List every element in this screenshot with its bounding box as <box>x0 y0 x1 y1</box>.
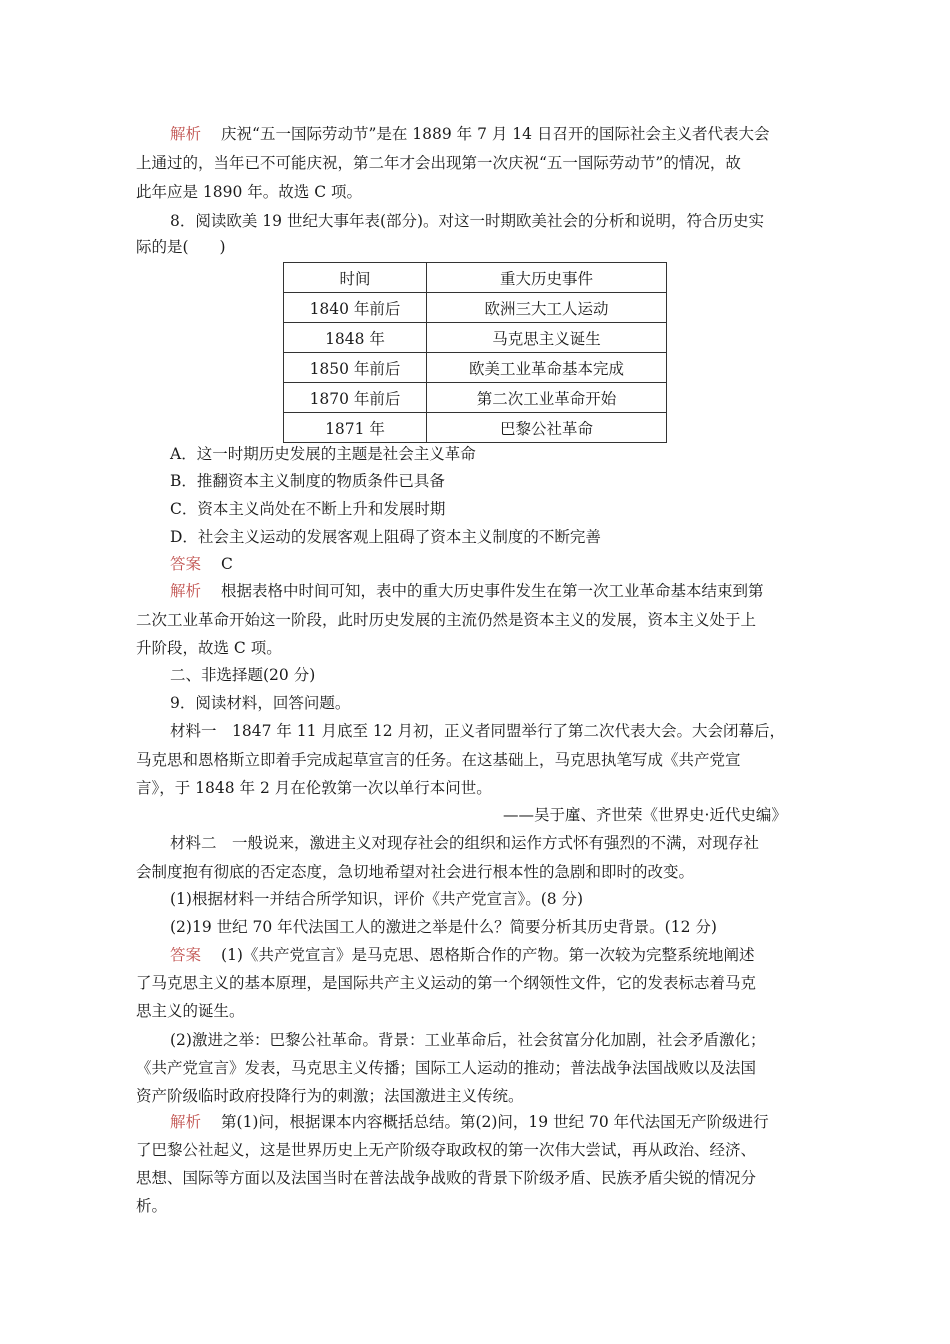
q8-stem-line-1: 8．阅读欧美 19 世纪大事年表(部分)。对这一时期欧美社会的分析和说明，符合历史实 <box>170 212 765 230</box>
table-header-event: 重大历史事件 <box>427 263 667 293</box>
q8-option-a: A．这一时期历史发展的主题是社会主义革命 <box>170 445 476 463</box>
q9-answer-line-2: 了马克思主义的基本原理，是国际共产主义运动的第一个纲领性文件，它的发表标志着马克 <box>136 974 757 992</box>
analysis-label: 解析 <box>170 1113 202 1131</box>
q8-analysis-line-1 <box>170 581 764 601</box>
q9-material-1-source: ——吴于廑、齐世荣《世界史·近代史编》 <box>503 806 787 824</box>
q7-analysis-line-3: 此年应是 1890 年。故选 C 项。 <box>136 183 363 201</box>
q9-analysis-line-1 <box>170 1112 769 1132</box>
q9-answer-text-1: (1)《共产党宣言》是马克思、恩格斯合作的产物。第一次较为完整系统地阐述 <box>221 946 755 964</box>
q8-option-c: C．资本主义尚处在不断上升和发展时期 <box>170 500 446 518</box>
q9-answer-line-5: 《共产党宣言》发表，马克思主义传播；国际工人运动的推动；普法战争法国战败以及法国 <box>136 1059 757 1077</box>
table-cell-event: 第二次工业革命开始 <box>427 383 667 413</box>
answer-label: 答案 <box>170 555 202 573</box>
analysis-label: 解析 <box>170 582 202 600</box>
table-row <box>284 413 667 443</box>
table-cell-time: 1871 年 <box>284 413 427 443</box>
table-header-time: 时间 <box>284 263 427 293</box>
q9-material-1-line-2: 马克思和恩格斯立即着手完成起草宣言的任务。在这基础上，马克思执笔写成《共产党宣 <box>136 751 741 769</box>
q8-stem-line-2: 际的是( ) <box>136 238 226 256</box>
q9-analysis-line-3: 思想、国际等方面以及法国当时在普法战争战败的背景下阶级矛盾、民族矛盾尖锐的情况分 <box>136 1169 757 1187</box>
q9-material-2-line-2: 会制度抱有彻底的否定态度，急切地希望对社会进行根本性的急剧和即时的改变。 <box>136 863 695 881</box>
q9-analysis-line-4: 析。 <box>136 1197 168 1215</box>
q9-material-1-line-1: 材料一 1847 年 11 月底至 12 月初，正义者同盟举行了第二次代表大会。大会闭幕后， <box>170 722 786 740</box>
table-row <box>284 383 667 413</box>
q9-subquestion-1: (1)根据材料一并结合所学知识，评价《共产党宣言》。(8 分) <box>170 890 584 908</box>
table-header-row <box>284 263 667 293</box>
events-table <box>283 262 667 443</box>
q8-option-b: B．推翻资本主义制度的物质条件已具备 <box>170 472 445 490</box>
q9-material-2-line-1: 材料二 一般说来，激进主义对现存社会的组织和运作方式怀有强烈的不满，对现存社 <box>170 834 760 852</box>
table-cell-event: 欧洲三大工人运动 <box>427 293 667 323</box>
q8-analysis-line-3: 升阶段，故选 C 项。 <box>136 639 282 657</box>
q9-subquestion-2: (2)19 世纪 70 年代法国工人的激进之举是什么？简要分析其历史背景。(12 分) <box>170 918 717 936</box>
table-row <box>284 293 667 323</box>
q9-answer-line-3: 思主义的诞生。 <box>136 1002 245 1020</box>
q8-analysis-line-2: 二次工业革命开始这一阶段，此时历史发展的主流仍然是资本主义的发展，资本主义处于上 <box>136 611 757 629</box>
table-cell-time: 1840 年前后 <box>284 293 427 323</box>
table-cell-time: 1848 年 <box>284 323 427 353</box>
q9-material-1-line-3: 言》，于 1848 年 2 月在伦敦第一次以单行本问世。 <box>136 779 492 797</box>
q8-answer-value: C <box>221 555 233 573</box>
section-title: 二、非选择题(20 分) <box>170 666 316 684</box>
q8-answer-line <box>170 554 233 574</box>
q7-analysis-text-1: 庆祝“五一国际劳动节”是在 1889 年 7 月 14 日召开的国际社会主义者代表大会 <box>221 125 770 143</box>
q9-answer-line-4: (2)激进之举：巴黎公社革命。背景：工业革命后，社会贫富分化加剧，社会矛盾激化； <box>170 1031 766 1049</box>
answer-label: 答案 <box>170 946 202 964</box>
q9-answer-line-6: 资产阶级临时政府投降行为的刺激；法国激进主义传统。 <box>136 1087 524 1105</box>
q9-analysis-text-1: 第(1)问，根据课本内容概括总结。第(2)问，19 世纪 70 年代法国无产阶级进行 <box>221 1113 769 1131</box>
analysis-label: 解析 <box>170 125 202 143</box>
q9-analysis-line-2: 了巴黎公社起义，这是世界历史上无产阶级夺取政权的第一次伟大尝试，再从政治、经济、 <box>136 1141 757 1159</box>
table-cell-event: 巴黎公社革命 <box>427 413 667 443</box>
q7-analysis-line-1 <box>170 124 769 144</box>
table-row <box>284 353 667 383</box>
q8-analysis-text-1: 根据表格中时间可知，表中的重大历史事件发生在第一次工业革命基本结束到第 <box>221 582 764 600</box>
q9-stem: 9．阅读材料，回答问题。 <box>170 694 351 712</box>
table-cell-time: 1870 年前后 <box>284 383 427 413</box>
q8-option-d: D．社会主义运动的发展客观上阻碍了资本主义制度的不断完善 <box>170 528 601 546</box>
q7-analysis-line-2: 上通过的，当年已不可能庆祝，第二年才会出现第一次庆祝“五一国际劳动节”的情况，故 <box>136 154 741 172</box>
table-cell-event: 欧美工业革命基本完成 <box>427 353 667 383</box>
table-row <box>284 323 667 353</box>
table-cell-event: 马克思主义诞生 <box>427 323 667 353</box>
q9-answer-line-1 <box>170 945 754 965</box>
table-cell-time: 1850 年前后 <box>284 353 427 383</box>
